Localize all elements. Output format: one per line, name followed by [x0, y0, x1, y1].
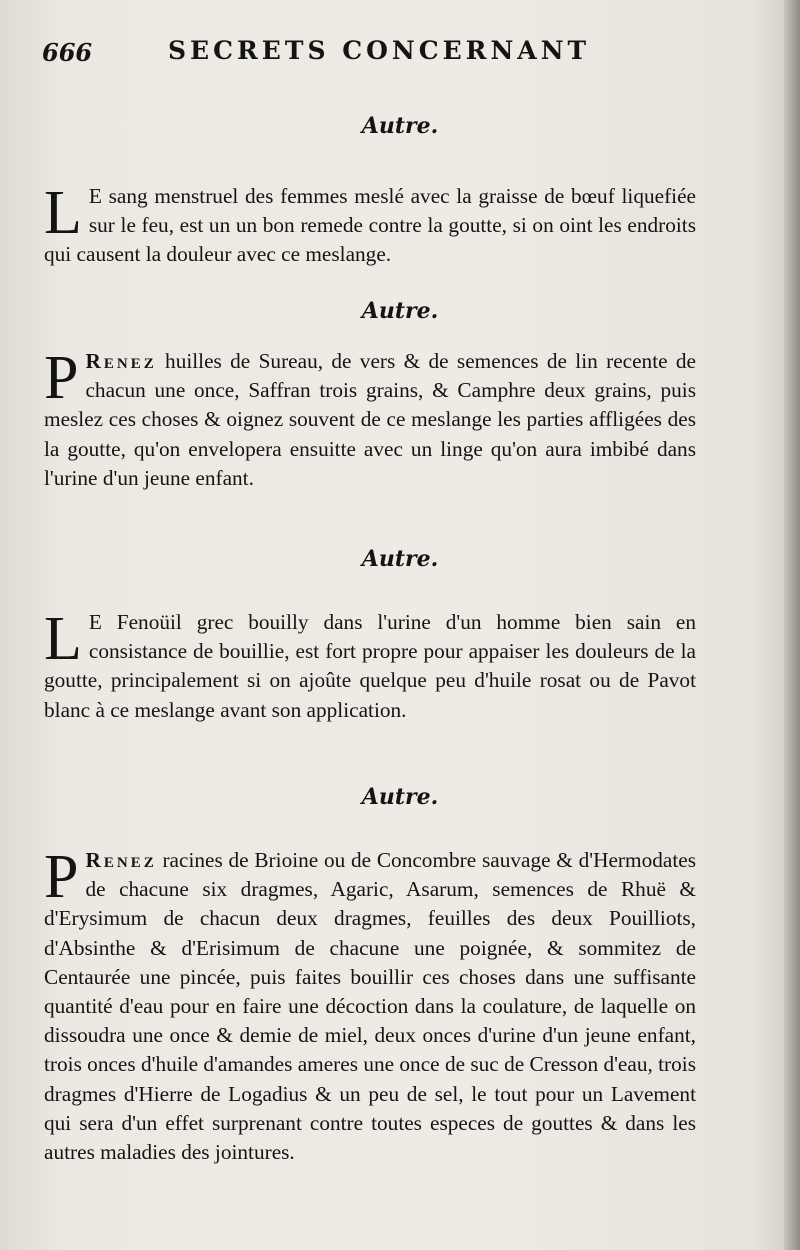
recipe-paragraph — [44, 843, 696, 1167]
drop-cap: L — [44, 179, 82, 247]
page-number: 666 — [42, 38, 93, 67]
lead-word: Renez — [85, 848, 157, 872]
section-heading: Autre. — [361, 113, 439, 139]
page-edge-shadow — [784, 0, 800, 1250]
paragraph-text — [44, 344, 696, 493]
section-heading: Autre. — [361, 784, 439, 810]
recipe-paragraph — [44, 179, 696, 270]
recipe-paragraph — [44, 605, 696, 725]
paragraph-text — [44, 843, 696, 1167]
drop-cap: L — [44, 605, 82, 673]
paragraph-body: racines de Brioine ou de Concombre sauvage & d'Hermodates de chacune six dragmes, Agaric, Asarum, semences de Rhuë & d'Erysimum de chacun deux dragmes, feuilles des deux Pouilliots, d'Absinthe & d'Erisimum de chacune une poignée, & sommitez de Centaurée une pincée, puis faites bouillir ces choses dans une suffisante quantité d'eau pour en faire une décoction dans la coulature, de laquelle on dissoudra une once & demie de miel, deux onces d'urine d'un jeune enfant, trois onces d'huile d'amandes ameres une once de suc de Cresson d'eau, trois dragmes d'Hierre de Logadius & un peu de sel, le tout pour un Lavement qui sera d'un effet surprenant contre toutes especes de gouttes & dans les autres maladies des jointures. — [44, 848, 696, 1165]
lead-word: E — [88, 610, 102, 634]
section-heading: Autre. — [361, 298, 439, 324]
paragraph-text — [44, 605, 696, 725]
drop-cap: P — [44, 843, 79, 911]
running-title: SECRETS CONCERNANT — [168, 36, 591, 65]
paragraph-body: Fenoüil grec bouilly dans l'urine d'un homme bien sain en consistance de bouillie, est fort propre pour appaiser les douleurs de la goutte, principalement si on ajoûte quelque peu d'huile rosat ou de Pavot blanc à ce meslange avant son application. — [44, 610, 696, 722]
paragraph-body: sang menstruel des femmes meslé avec la graisse de bœuf liquefiée sur le feu, est un un bon remede contre la goutte, si on oint les endroits qui causent la douleur avec ce meslange. — [44, 184, 696, 267]
lead-word: Renez — [85, 349, 157, 373]
lead-word: E — [88, 184, 102, 208]
recipe-paragraph — [44, 344, 696, 493]
paragraph-body: huilles de Sureau, de vers & de semences de lin recente de chacun une once, Saffran trois grains, & Camphre deux grains, puis meslez ces choses & oignez souvent de ce meslange les parties affligées des la goutte, qu'on envelopera ensuitte avec un linge qu'on aura imbibé dans l'urine d'un jeune enfant. — [44, 349, 696, 490]
paragraph-text — [44, 179, 696, 270]
section-heading: Autre. — [361, 546, 439, 572]
drop-cap: P — [44, 344, 79, 412]
